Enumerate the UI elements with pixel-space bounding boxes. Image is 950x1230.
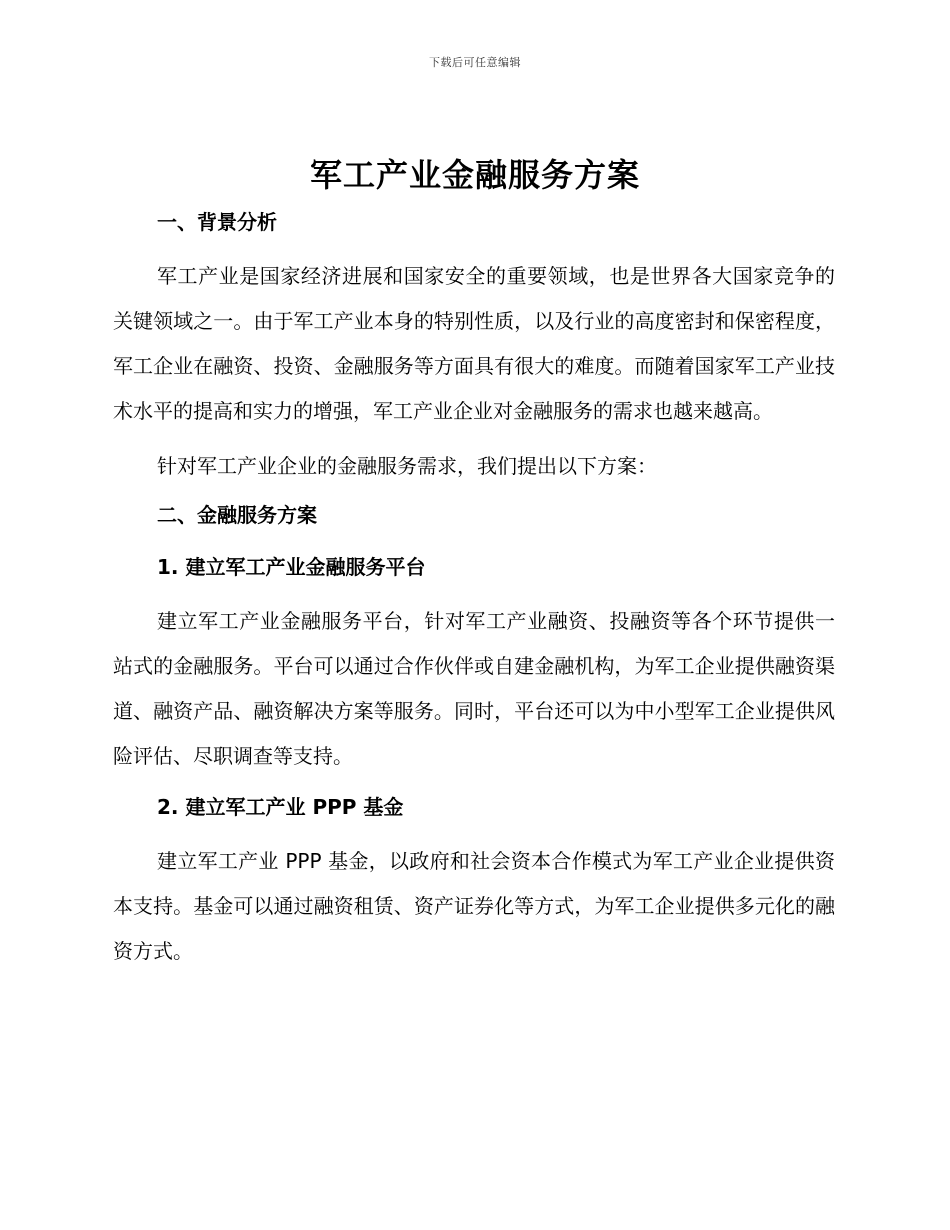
document-title: 军工产业金融服务方案	[309, 156, 640, 194]
section-heading-plan: 二、金融服务方案	[157, 503, 317, 527]
paragraph-background: 军工产业是国家经济进展和国家安全的重要领域，也是世界各大国家竞争的关键领域之一。由于军工产业本身的特别性质，以及行业的高度密封和保密程度，军工企业在融资、投资、金融服务等方面具有很大的难度。而随着国家军工产业技术水平的提高和实力的增强，军工产业企业对金融服务的需求也越来越高。	[113, 264, 835, 423]
subsection-heading-platform: 1. 建立军工产业金融服务平台	[157, 555, 426, 579]
paragraph-ppp-fund: 建立军工产业 PPP 基金，以政府和社会资本合作模式为军工产业企业提供资本支持。基金可以通过融资租赁、资产证券化等方式，为军工企业提供多元化的融资方式。	[113, 849, 835, 963]
paragraph-proposal-intro: 针对军工产业企业的金融服务需求，我们提出以下方案：	[157, 454, 657, 478]
subsection-heading-ppp-fund: 2. 建立军工产业 PPP 基金	[157, 795, 404, 819]
section-heading-background: 一、背景分析	[157, 210, 277, 234]
document-body	[113, 204, 835, 974]
paragraph-platform: 建立军工产业金融服务平台，针对军工产业融资、投融资等各个环节提供一站式的金融服务。平台可以通过合作伙伴或自建金融机构，为军工企业提供融资渠道、融资产品、融资解决方案等服务。同时，平台还可以为中小型军工企业提供风险评估、尽职调查等支持。	[113, 609, 835, 768]
header-note: 下载后可任意编辑	[429, 56, 521, 69]
